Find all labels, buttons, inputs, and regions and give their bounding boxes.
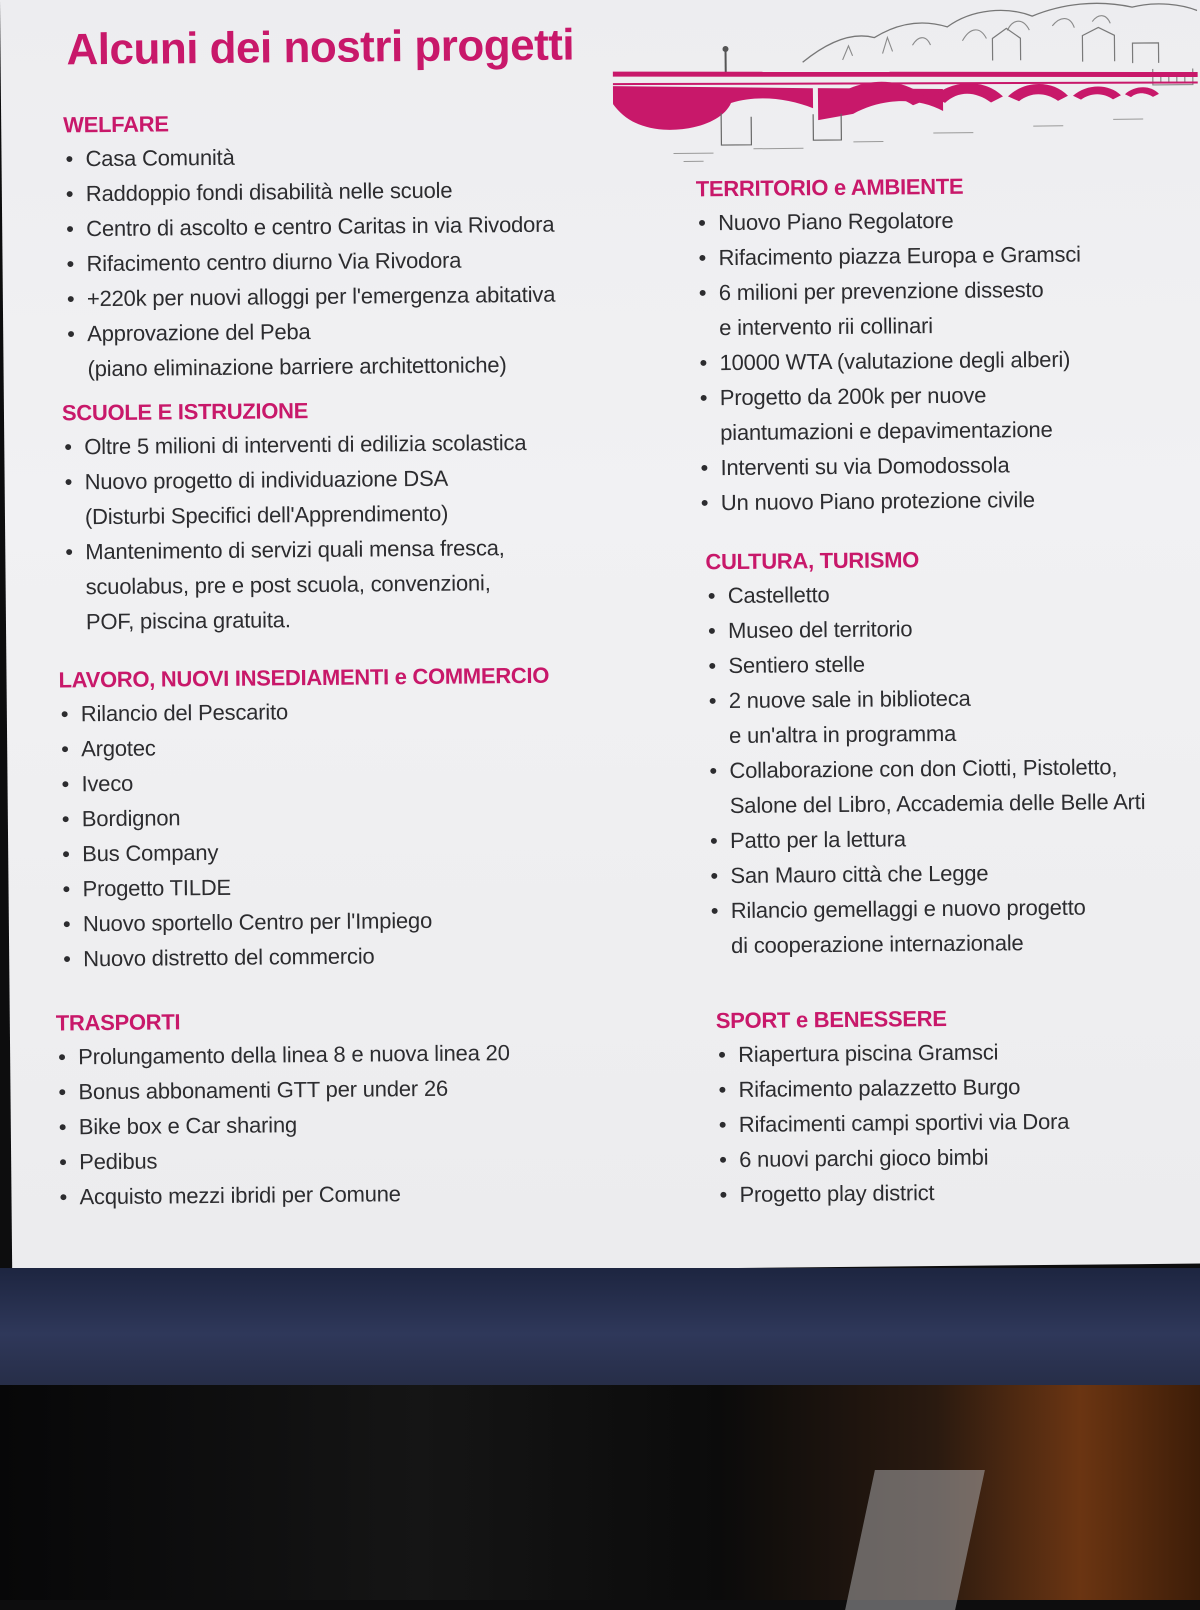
list-item: • Bike box e Car sharing [57,1104,617,1144]
item-list [59,691,622,976]
list-item: • Oltre 5 milioni di interventi di edilizia scolastica [62,424,622,464]
list-item: • Bus Company [60,831,620,871]
section-cultura [705,541,1200,963]
item-list [62,424,624,639]
list-item: • Progetto TILDE [60,866,620,906]
list-item: • 6 nuovi parchi gioco bimbi [717,1137,1200,1177]
list-item: • Nuovo Piano Regolatore [696,201,1196,241]
section-scuole [62,392,624,639]
list-item: • Bordignon [60,796,620,836]
list-item: • Pedibus [57,1139,617,1179]
bridge-icon [612,0,1199,164]
list-item: • San Mauro città che Legge [708,853,1200,893]
section-heading: TRASPORTI [55,1009,181,1036]
list-item: • Nuovo distretto del commercio [61,936,621,976]
list-item: • Museo del territorio [706,608,1200,648]
section-heading: LAVORO, NUOVI INSEDIAMENTI e COMMERCIO [58,662,550,693]
section-trasporti [56,1002,618,1214]
section-heading: CULTURA, TURISMO [705,547,920,575]
list-item: • Riapertura piscina Gramsci [716,1032,1200,1072]
section-territorio [696,169,1199,521]
list-item: • Progetto da 200k per nuove piantumazioni e depavimentazione [698,376,1199,451]
list-item: • Collaborazione con don Ciotti, Pistoletto, Salone del Libro, Accademia delle Belle Arti [707,748,1200,823]
list-item: • Nuovo sportello Centro per l'Impiego [61,901,621,941]
list-item: • Casa Comunità [63,136,623,176]
section-sport [716,1000,1200,1212]
section-heading: SCUOLE E ISTRUZIONE [61,398,309,426]
list-item: • Rifacimenti campi sportivi via Dora [717,1102,1200,1142]
list-item: • Approvazione del Peba (piano eliminazione barriere architettoniche) [65,311,626,386]
item-list [706,573,1200,963]
page-title: Alcuni dei nostri progetti [66,20,575,75]
section-welfare [63,104,626,386]
list-item: • Iveco [59,761,619,801]
list-item: • Sentiero stelle [706,643,1200,683]
section-heading: SPORT e BENESSERE [715,1005,947,1034]
list-item: • Rifacimento centro diurno Via Rivodora [64,241,624,281]
list-item: • Castelletto [706,573,1200,613]
list-item: • Prolungamento della linea 8 e nuova linea 20 [56,1034,616,1074]
list-item: • Centro di ascolto e centro Caritas in via Rivodora [64,206,624,246]
list-item: • Rifacimento palazzetto Burgo [716,1067,1200,1107]
list-item: • Argotec [59,726,619,766]
background-surface [0,1385,1200,1600]
section-lavoro [58,659,621,976]
list-item: • Raddoppio fondi disabilità nelle scuole [64,171,624,211]
section-heading: TERRITORIO e AMBIENTE [695,173,964,202]
section-heading: WELFARE [63,111,169,138]
list-item: • Rifacimento piazza Europa e Gramsci [696,236,1196,276]
list-item: • Mantenimento di servizi quali mensa fresca, scuolabus, pre e post scuola, convenzioni, POF, piscina gratuita. [63,529,624,639]
fabric-band [0,1268,1200,1388]
list-item: • Un nuovo Piano protezione civile [699,481,1199,521]
item-list [716,1032,1200,1212]
item-list [696,201,1199,521]
list-item: • Patto per la lettura [708,818,1200,858]
list-item: • Bonus abbonamenti GTT per under 26 [56,1069,616,1109]
list-item: • 6 milioni per prevenzione dissesto e intervento rii collinari [697,271,1198,346]
list-item: • Interventi su via Domodossola [698,446,1198,486]
background-object [845,1470,985,1610]
list-item: • 2 nuove sale in biblioteca e un'altra in programma [707,678,1200,753]
item-list [56,1034,618,1214]
list-item: • Rilancio del Pescarito [59,691,619,731]
item-list [63,136,625,386]
list-item: • Progetto play district [717,1172,1200,1212]
list-item: • Nuovo progetto di individuazione DSA (Disturbi Specifici dell'Apprendimento) [62,459,623,534]
list-item: • +220k per nuovi alloggi per l'emergenza abitativa [65,276,625,316]
list-item: • Acquisto mezzi ibridi per Comune [57,1174,617,1214]
list-item: • Rilancio gemellaggi e nuovo progetto di cooperazione internazionale [709,888,1200,963]
list-item: • 10000 WTA (valutazione degli alberi) [697,341,1197,381]
